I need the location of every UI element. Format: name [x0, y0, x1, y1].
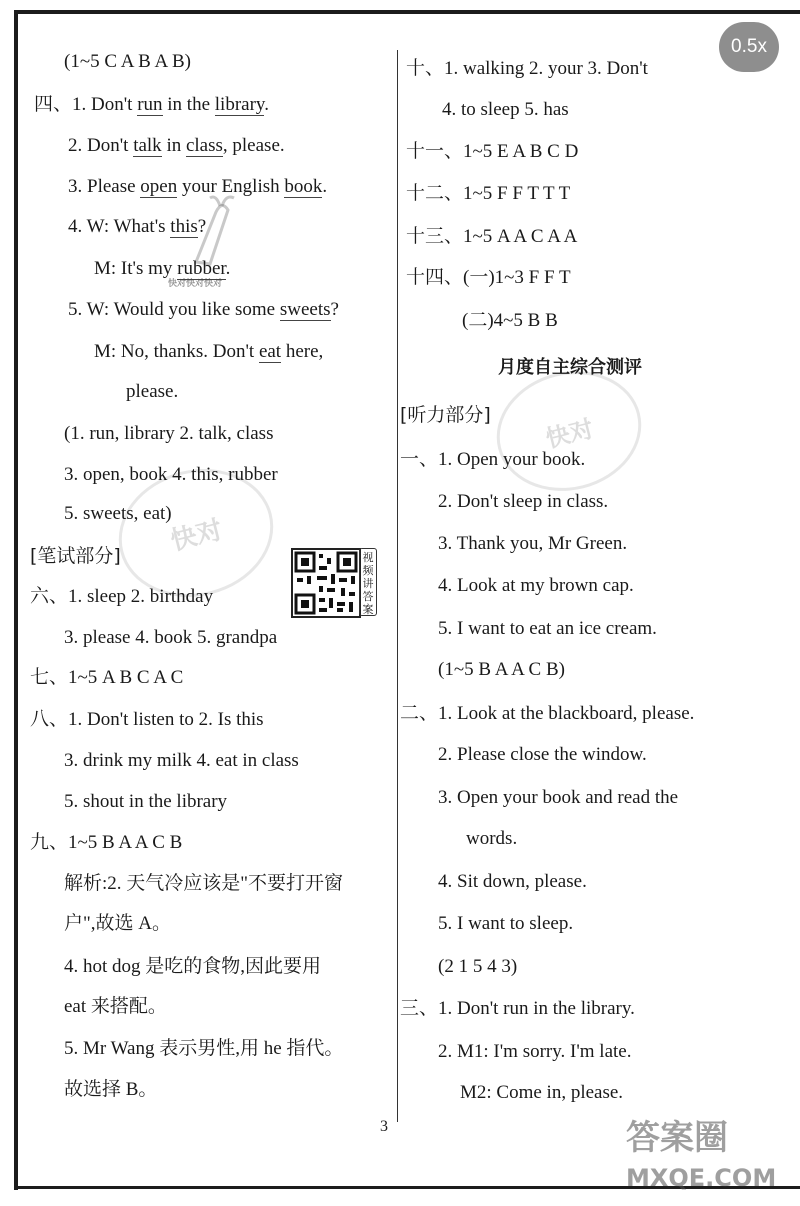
explanation-line: 4. hot dog 是吃的食物,因此要用 [64, 956, 322, 977]
answer-line: 3. drink my milk 4. eat in class [64, 750, 299, 771]
explanation-line: 户",故选 A。 [64, 913, 171, 934]
answer-line: 4. Look at my brown cap. [438, 575, 634, 596]
answer-line: 十四、(一)1~3 F F T [406, 267, 571, 288]
answer-line: 2. Please close the window. [438, 744, 647, 765]
watermark-stamp: 快对 [105, 453, 287, 613]
answer-line: 3. please 4. book 5. grandpa [64, 627, 278, 648]
answer-line: 七、1~5 A B C A C [30, 667, 184, 688]
qr-code[interactable] [291, 548, 361, 618]
left-border [14, 10, 18, 1190]
corner-logo-watermark: 答案圈 [626, 1118, 728, 1158]
answer-line: 3. open, book 4. this, rubber [64, 464, 278, 485]
explanation-line: eat 来搭配。 [64, 996, 167, 1017]
answer-line: 四、1. Don't run in the library. [34, 94, 269, 115]
answer-line: M: It's my rubber. [94, 258, 231, 279]
answer-line: 4. to sleep 5. has [442, 99, 569, 120]
qr-caption: 视频讲答案 [359, 548, 377, 616]
answer-line: (1~5 B A A C B) [438, 659, 565, 680]
answer-line: (2 1 5 4 3) [438, 956, 518, 977]
answer-line: (1. run, library 2. talk, class [64, 423, 274, 444]
answer-line: 5. shout in the library [64, 791, 228, 812]
answer-line: 十三、1~5 A A C A A [406, 226, 578, 247]
answer-line: 2. Don't sleep in class. [438, 491, 609, 512]
section-heading-listening: [听力部分] [400, 404, 491, 426]
column-divider [397, 50, 398, 1122]
answer-line: 4. W: What's this? [68, 216, 207, 237]
explanation-line: 5. Mr Wang 表示男性,用 he 指代。 [64, 1038, 344, 1059]
answer-line: 5. W: Would you like some sweets? [68, 299, 339, 320]
answer-line: 4. Sit down, please. [438, 871, 587, 892]
answer-line: 5. sweets, eat) [64, 503, 172, 524]
mascot-caption: 快对快对快对 [168, 279, 223, 289]
answer-line: 5. I want to sleep. [438, 913, 574, 934]
top-border [14, 10, 800, 14]
answer-line: words. [466, 828, 518, 849]
answer-line: 三、1. Don't run in the library. [400, 998, 635, 1019]
answer-line: 十一、1~5 E A B C D [406, 141, 579, 162]
answer-line: 2. Don't talk in class, please. [68, 135, 285, 156]
answer-line: M: No, thanks. Don't eat here, [94, 341, 324, 362]
answer-line: please. [126, 381, 179, 402]
answer-line: 十二、1~5 F F T T T [406, 183, 571, 204]
qr-code-icon [293, 550, 359, 616]
answer-line: (1~5 C A B A B) [64, 51, 191, 72]
watermark-stamp: 快对 [484, 356, 654, 506]
answer-line: 3. Open your book and read the [438, 787, 679, 808]
answer-line: 六、1. sleep 2. birthday [30, 586, 214, 607]
answer-line: 八、1. Don't listen to 2. Is this [30, 709, 264, 730]
playback-speed-badge[interactable]: 0.5x [719, 22, 779, 72]
answer-line: 5. I want to eat an ice cream. [438, 618, 657, 639]
answer-line: 2. M1: I'm sorry. I'm late. [438, 1041, 632, 1062]
section-heading-written: [笔试部分] [30, 545, 121, 567]
page-number: 3 [380, 1118, 388, 1135]
section-title: 月度自主综合测评 [498, 357, 642, 378]
answer-line: M2: Come in, please. [460, 1082, 624, 1103]
answer-line: 3. Thank you, Mr Green. [438, 533, 628, 554]
corner-url-watermark: MXQE.COM [626, 1164, 777, 1192]
answer-line: 一、1. Open your book. [400, 449, 586, 470]
answer-line: 十、1. walking 2. your 3. Don't [406, 58, 648, 79]
answer-line: (二)4~5 B B [462, 310, 558, 331]
explanation-line: 解析:2. 天气冷应该是"不要打开窗 [64, 873, 344, 894]
answer-line: 九、1~5 B A A C B [30, 832, 183, 853]
answer-line: 3. Please open your English book. [68, 176, 328, 197]
explanation-line: 故选择 B。 [64, 1079, 158, 1100]
answer-line: 二、1. Look at the blackboard, please. [400, 703, 695, 724]
